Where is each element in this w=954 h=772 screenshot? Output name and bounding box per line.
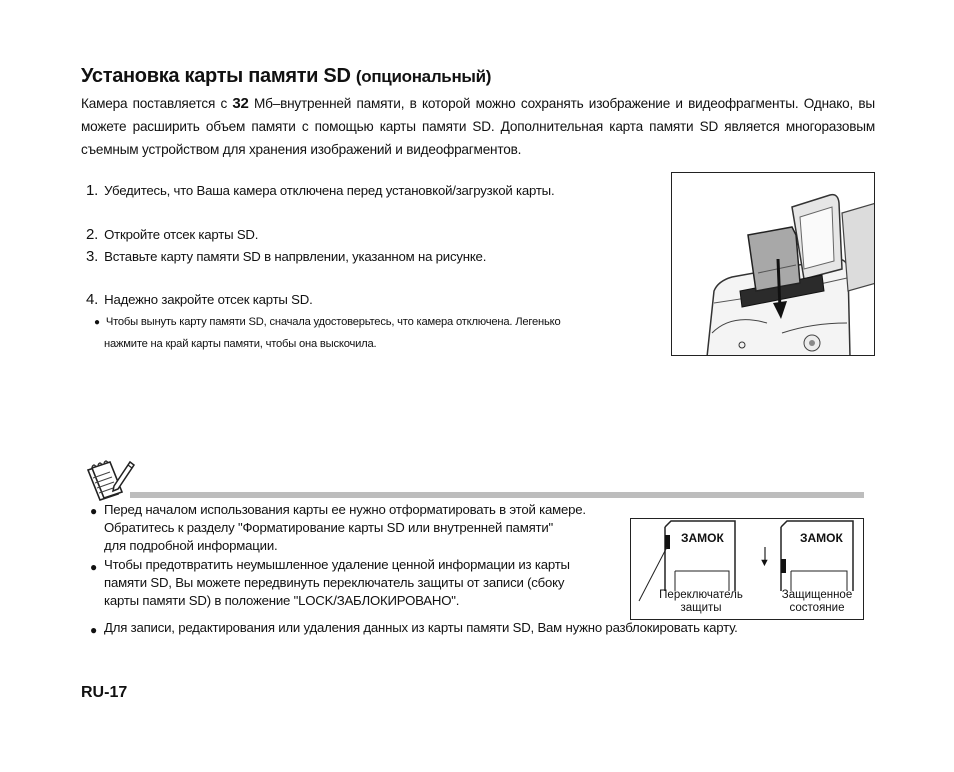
page-number: RU-17 xyxy=(81,684,128,701)
note-1-line-2: Обратитесь к разделу "Форматирование карты SD или внутренней памяти" xyxy=(104,520,553,535)
note-2-line-2: памяти SD, Вы можете передвинуть переключатель защиты от записи (сбоку xyxy=(104,575,565,590)
step-number: 2. xyxy=(86,226,99,243)
intro-paragraph xyxy=(81,92,875,161)
step-4 xyxy=(86,291,313,308)
lock-caption-right-line-2: состояние xyxy=(789,602,845,614)
step-1 xyxy=(86,182,554,199)
lock-caption-left xyxy=(657,589,745,615)
step-text: Убедитесь, что Ваша камера отключена перед установкой/загрузкой карты. xyxy=(104,183,555,198)
sub-note-line-1 xyxy=(94,316,560,328)
note-3: Для записи, редактирования или удаления данных из карты памяти SD, Вам нужно разблокировать карту. xyxy=(104,620,738,635)
step-text: Надежно закройте отсек карты SD. xyxy=(104,292,313,307)
bullet-icon: ● xyxy=(94,317,100,328)
sub-note-text: Чтобы вынуть карту памяти SD, сначала удостоверьтесь, что камера отключена. Легенько xyxy=(105,316,561,328)
bullet-icon: ● xyxy=(90,560,98,574)
camera-sd-slot-figure xyxy=(671,172,875,356)
step-2 xyxy=(86,226,258,243)
intro-memory-size: 32 xyxy=(232,95,249,112)
lock-label-left: ЗАМОК xyxy=(681,531,724,545)
step-number: 4. xyxy=(86,291,99,308)
arrow-down-icon: ▼ xyxy=(759,557,770,569)
step-number: 3. xyxy=(86,248,99,265)
memo-pencil-icon xyxy=(84,456,136,502)
lock-caption-left-line-2: защиты xyxy=(680,602,722,614)
step-text: Откройте отсек карты SD. xyxy=(104,227,259,242)
note-2-line-1: Чтобы предотвратить неумышленное удаление ценной информации из карты xyxy=(104,557,570,572)
lock-caption-left-line-1: Переключатель xyxy=(659,589,743,601)
step-text: Вставьте карту памяти SD в напрвлении, указанном на рисунке. xyxy=(104,249,487,264)
step-number: 1. xyxy=(86,182,99,199)
note-divider xyxy=(130,492,864,498)
page-title xyxy=(81,65,491,88)
page-title-main: Установка карты памяти SD xyxy=(81,65,356,87)
page-title-optional: (опциональный) xyxy=(355,67,492,86)
lock-label-right: ЗАМОК xyxy=(800,531,843,545)
note-1-line-1: Перед началом использования карты ее нужно отформатировать в этой камере. xyxy=(104,502,586,517)
camera-sd-slot-drawing xyxy=(672,173,875,356)
note-1-line-3: для подробной информации. xyxy=(104,538,278,553)
bullet-icon: ● xyxy=(90,623,98,637)
bullet-icon: ● xyxy=(90,504,98,518)
lock-caption-right xyxy=(773,589,861,615)
note-2-line-3: карты памяти SD) в положение "LOCK/ЗАБЛОКИРОВАНО". xyxy=(104,593,460,608)
sub-note-line-2: нажмите на край карты памяти, чтобы она выскочила. xyxy=(104,338,377,350)
lock-switch-diagram xyxy=(630,518,864,620)
intro-part2: Мб–внутренней памяти, в которой можно сохранять изображение и видеофрагменты. Однако, вы можете расширить объем памяти с помощью карты памяти SD. Дополнительная карта памяти SD является многоразовым съемным устройством для хранения изображений и видеофрагментов. xyxy=(81,96,875,157)
intro-part1: Камера поставляется с xyxy=(81,96,233,111)
step-3 xyxy=(86,248,486,265)
lock-caption-right-line-1: Защищенное xyxy=(781,589,853,601)
